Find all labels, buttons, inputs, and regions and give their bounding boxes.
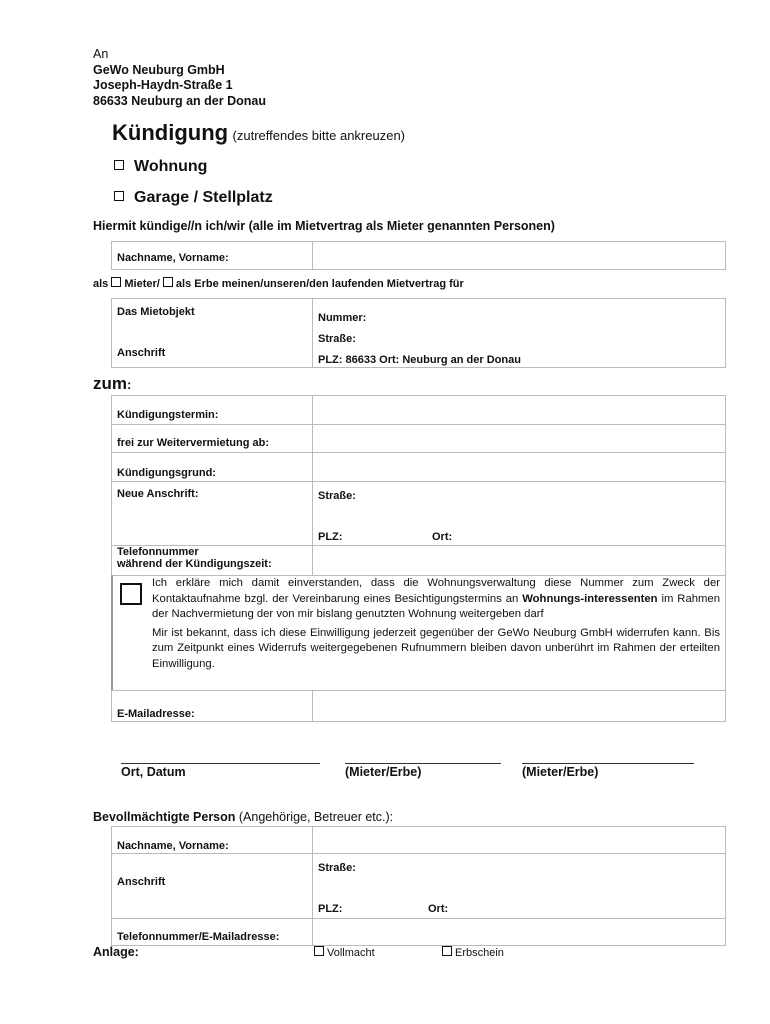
zum-word: zum	[93, 374, 127, 393]
option-wohnung[interactable]	[114, 158, 207, 176]
signature-ort-datum: Ort, Datum	[121, 765, 186, 779]
proxy-plz-label: PLZ:	[318, 903, 343, 915]
recipient-line1: An	[93, 47, 109, 61]
option-garage-label: Garage / Stellplatz	[134, 189, 273, 206]
email-field[interactable]	[313, 691, 725, 721]
anlage-erbschein[interactable]	[442, 946, 504, 959]
consent-checkbox[interactable]	[120, 583, 142, 605]
signature-mieter1: (Mieter/Erbe)	[345, 765, 422, 779]
anlage-label: Anlage:	[93, 945, 139, 959]
document-title	[112, 120, 405, 146]
object-anschrift-label: Anschrift	[117, 347, 166, 359]
option-garage[interactable]	[114, 189, 273, 207]
telefon-field[interactable]	[313, 546, 725, 574]
neue-ort-label: Ort:	[432, 531, 453, 543]
telefon-label-line2: während der Kündigungszeit:	[117, 558, 272, 570]
proxy-heading-bold: Bevollmächtigte Person	[93, 810, 236, 824]
tenant-name-field[interactable]	[313, 242, 725, 269]
consent-p1-b: im Rahmen der Nachvermietung der von mir bislang genutzten Wohnung weitergeben darf	[152, 592, 720, 620]
neue-anschrift-label: Neue Anschrift:	[117, 488, 199, 500]
proxy-heading	[93, 810, 393, 824]
vollmacht-checkbox[interactable]	[314, 946, 324, 956]
signature-line-mieter1[interactable]	[345, 763, 501, 764]
kuendigungsgrund-label: Kündigungsgrund:	[117, 467, 216, 479]
anlage-vollmacht-label: Vollmacht	[327, 947, 375, 959]
wohnung-checkbox[interactable]	[114, 160, 124, 170]
intro-text: Hiermit kündige//n ich/wir (alle im Mietvertrag als Mieter genannten Personen)	[93, 219, 555, 233]
consent-paragraph-2: Mir ist bekannt, dass ich diese Einwilligung jederzeit gegenüber der GeWo Neuburg GmbH widerrufen kann. Bis zum Zeitpunkt eines Widerrufs weitergegebenen Rufnummern bleiben davon unberührt im Rahmen der erteilten Einwilligung.	[152, 626, 720, 670]
kuendigungstermin-field[interactable]	[313, 396, 725, 423]
consent-text	[152, 576, 720, 672]
garage-checkbox[interactable]	[114, 191, 124, 201]
zum-heading	[93, 374, 131, 394]
option-wohnung-label: Wohnung	[134, 158, 208, 175]
object-plz-ort: PLZ: 86633 Ort: Neuburg an der Donau	[318, 354, 521, 366]
proxy-name-field[interactable]	[313, 827, 725, 852]
proxy-name-label: Nachname, Vorname:	[117, 840, 229, 852]
consent-p1-a: Ich erkläre mich damit einverstanden, dass die Wohnungsverwaltung diese Nummer zum Zweck der Kontaktaufnahme bzgl. der Vereinbarung eines Besichtigungstermins an	[152, 577, 720, 605]
recipient-address	[93, 47, 266, 109]
erbschein-checkbox[interactable]	[442, 946, 452, 956]
object-strasse: Straße:	[318, 333, 356, 345]
signature-line-mieter2[interactable]	[522, 763, 694, 764]
anlage-vollmacht[interactable]	[314, 946, 375, 959]
role-line	[93, 277, 464, 290]
object-nummer: Nummer:	[318, 312, 367, 324]
proxy-ort-label: Ort:	[428, 903, 449, 915]
zum-colon: :	[127, 377, 132, 392]
recipient-company: GeWo Neuburg GmbH	[93, 62, 225, 77]
proxy-anschrift-label: Anschrift	[117, 876, 166, 888]
email-label: E-Mailadresse:	[117, 708, 195, 720]
telefon-label-line1: Telefonnummer	[117, 546, 199, 558]
role-mieter: Mieter/	[124, 278, 160, 290]
title-main: Kündigung	[112, 120, 229, 145]
role-erbe: als Erbe meinen/unseren/den laufenden Mietvertrag für	[175, 278, 464, 290]
recipient-city: 86633 Neuburg an der Donau	[93, 93, 266, 108]
weitervermietung-field[interactable]	[313, 425, 725, 451]
neue-strasse-label: Straße:	[318, 490, 356, 502]
erbe-checkbox[interactable]	[163, 277, 173, 287]
neue-plz-label: PLZ:	[318, 531, 343, 543]
proxy-heading-rest: (Angehörige, Betreuer etc.):	[235, 810, 394, 824]
signature-line-ort[interactable]	[121, 763, 320, 764]
kuendigungstermin-label: Kündigungstermin:	[117, 409, 219, 421]
consent-paragraph-1	[152, 576, 720, 623]
title-hint: (zutreffendes bitte ankreuzen)	[232, 128, 406, 143]
tenant-name-label: Nachname, Vorname:	[117, 252, 229, 264]
proxy-strasse-label: Straße:	[318, 862, 356, 874]
proxy-kontakt-label: Telefonnummer/E-Mailadresse:	[117, 931, 280, 943]
role-prefix: als	[93, 278, 109, 290]
weitervermietung-label: frei zur Weitervermietung ab:	[117, 437, 269, 449]
telefon-label	[117, 546, 272, 570]
kuendigungsgrund-field[interactable]	[313, 453, 725, 480]
consent-border	[111, 575, 113, 690]
anlage-erbschein-label: Erbschein	[455, 947, 504, 959]
mieter-checkbox[interactable]	[111, 277, 121, 287]
signature-mieter2: (Mieter/Erbe)	[522, 765, 599, 779]
recipient-street: Joseph-Haydn-Straße 1	[93, 78, 233, 92]
object-label: Das Mietobjekt	[117, 306, 195, 318]
consent-p1-bold: Wohnungs-interessenten	[522, 592, 658, 605]
proxy-kontakt-field[interactable]	[313, 919, 725, 945]
